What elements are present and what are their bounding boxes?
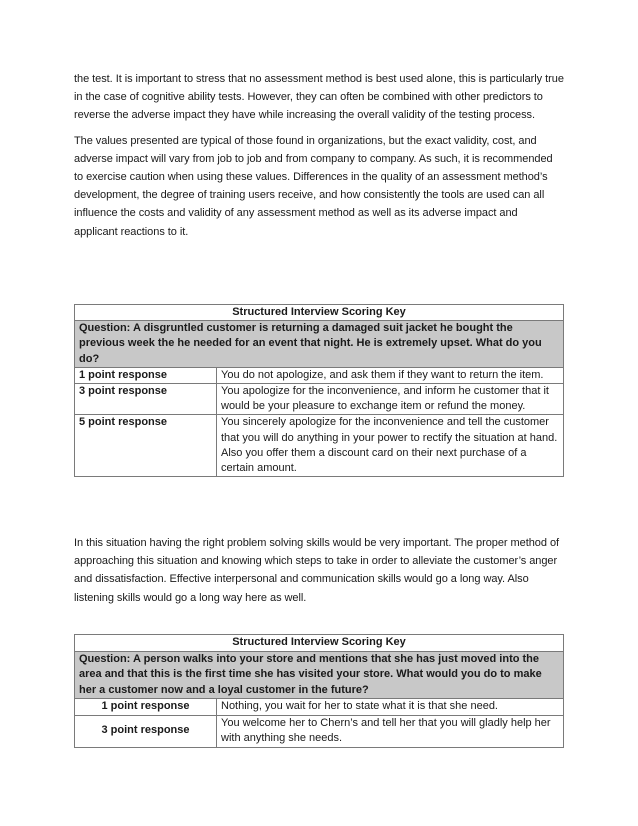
table-question: Question: A disgruntled customer is returning a damaged suit jacket he bought the previous week the he needed for an event that night. He is extremely upset. What do you do? [75, 321, 564, 368]
response-text: You apologize for the inconvenience, and inform he customer that it would be your pleasure to exchange item or refund the money. [217, 384, 564, 415]
response-label: 3 point response [75, 715, 217, 747]
scoring-key-table-1 [74, 304, 564, 477]
paragraph-problem-solving: In this situation having the right problem solving skills would be very important. The proper method of approaching this situation and knowing which steps to take in order to alleviate the customer’s anger and dissatisfaction. Effective interpersonal and communication skills would go a long way. Also listening skills would go a long way here as well. [74, 537, 560, 604]
document-page [74, 70, 564, 744]
table-title: Structured Interview Scoring Key [75, 305, 564, 321]
scoring-key-table-2 [74, 634, 564, 748]
paragraph-values-caution: The values presented are typical of those found in organizations, but the exact validity, cost, and adverse impact will vary from job to job and from company to company. As such, it is recommended to exercise caution when using these values. Differences in the quality of an assessment method’s development, the degree of training users receive, and how consistently the tools are used can all influence the costs and validity of any assessment method as well as its adverse impact and applicant reactions to it. [74, 134, 553, 238]
response-text: You do not apologize, and ask them if they want to return the item. [217, 367, 564, 383]
response-text: You sincerely apologize for the inconvenience and tell the customer that you will do anything in your power to rectify the situation at hand. Also you offer them a discount card on their next purchase of a certain amount. [217, 415, 564, 477]
table-title: Structured Interview Scoring Key [75, 635, 564, 652]
response-label: 3 point response [75, 384, 217, 415]
response-label: 1 point response [75, 367, 217, 383]
table-row [75, 715, 564, 747]
table-row [75, 384, 564, 415]
response-label: 1 point response [75, 699, 217, 716]
table-question: Question: A person walks into your store and mentions that she has just moved into the area and that this is the first time she has visited your store. What would you do to make her a customer now and a loyal customer in the future? [75, 651, 564, 699]
table-row [75, 415, 564, 477]
response-label: 5 point response [75, 415, 217, 477]
table-row [75, 367, 564, 383]
paragraph-assessment-methods: the test. It is important to stress that no assessment method is best used alone, this is particularly true in the case of cognitive ability tests. However, they can often be combined with other predictors to reverse the adverse impact they have while increasing the overall validity of the testing process. [74, 73, 564, 122]
response-text: Nothing, you wait for her to state what it is that she need. [217, 699, 564, 716]
table-row [75, 699, 564, 716]
response-text: You welcome her to Chern’s and tell her that you will gladly help her with anything she needs. [217, 715, 564, 747]
